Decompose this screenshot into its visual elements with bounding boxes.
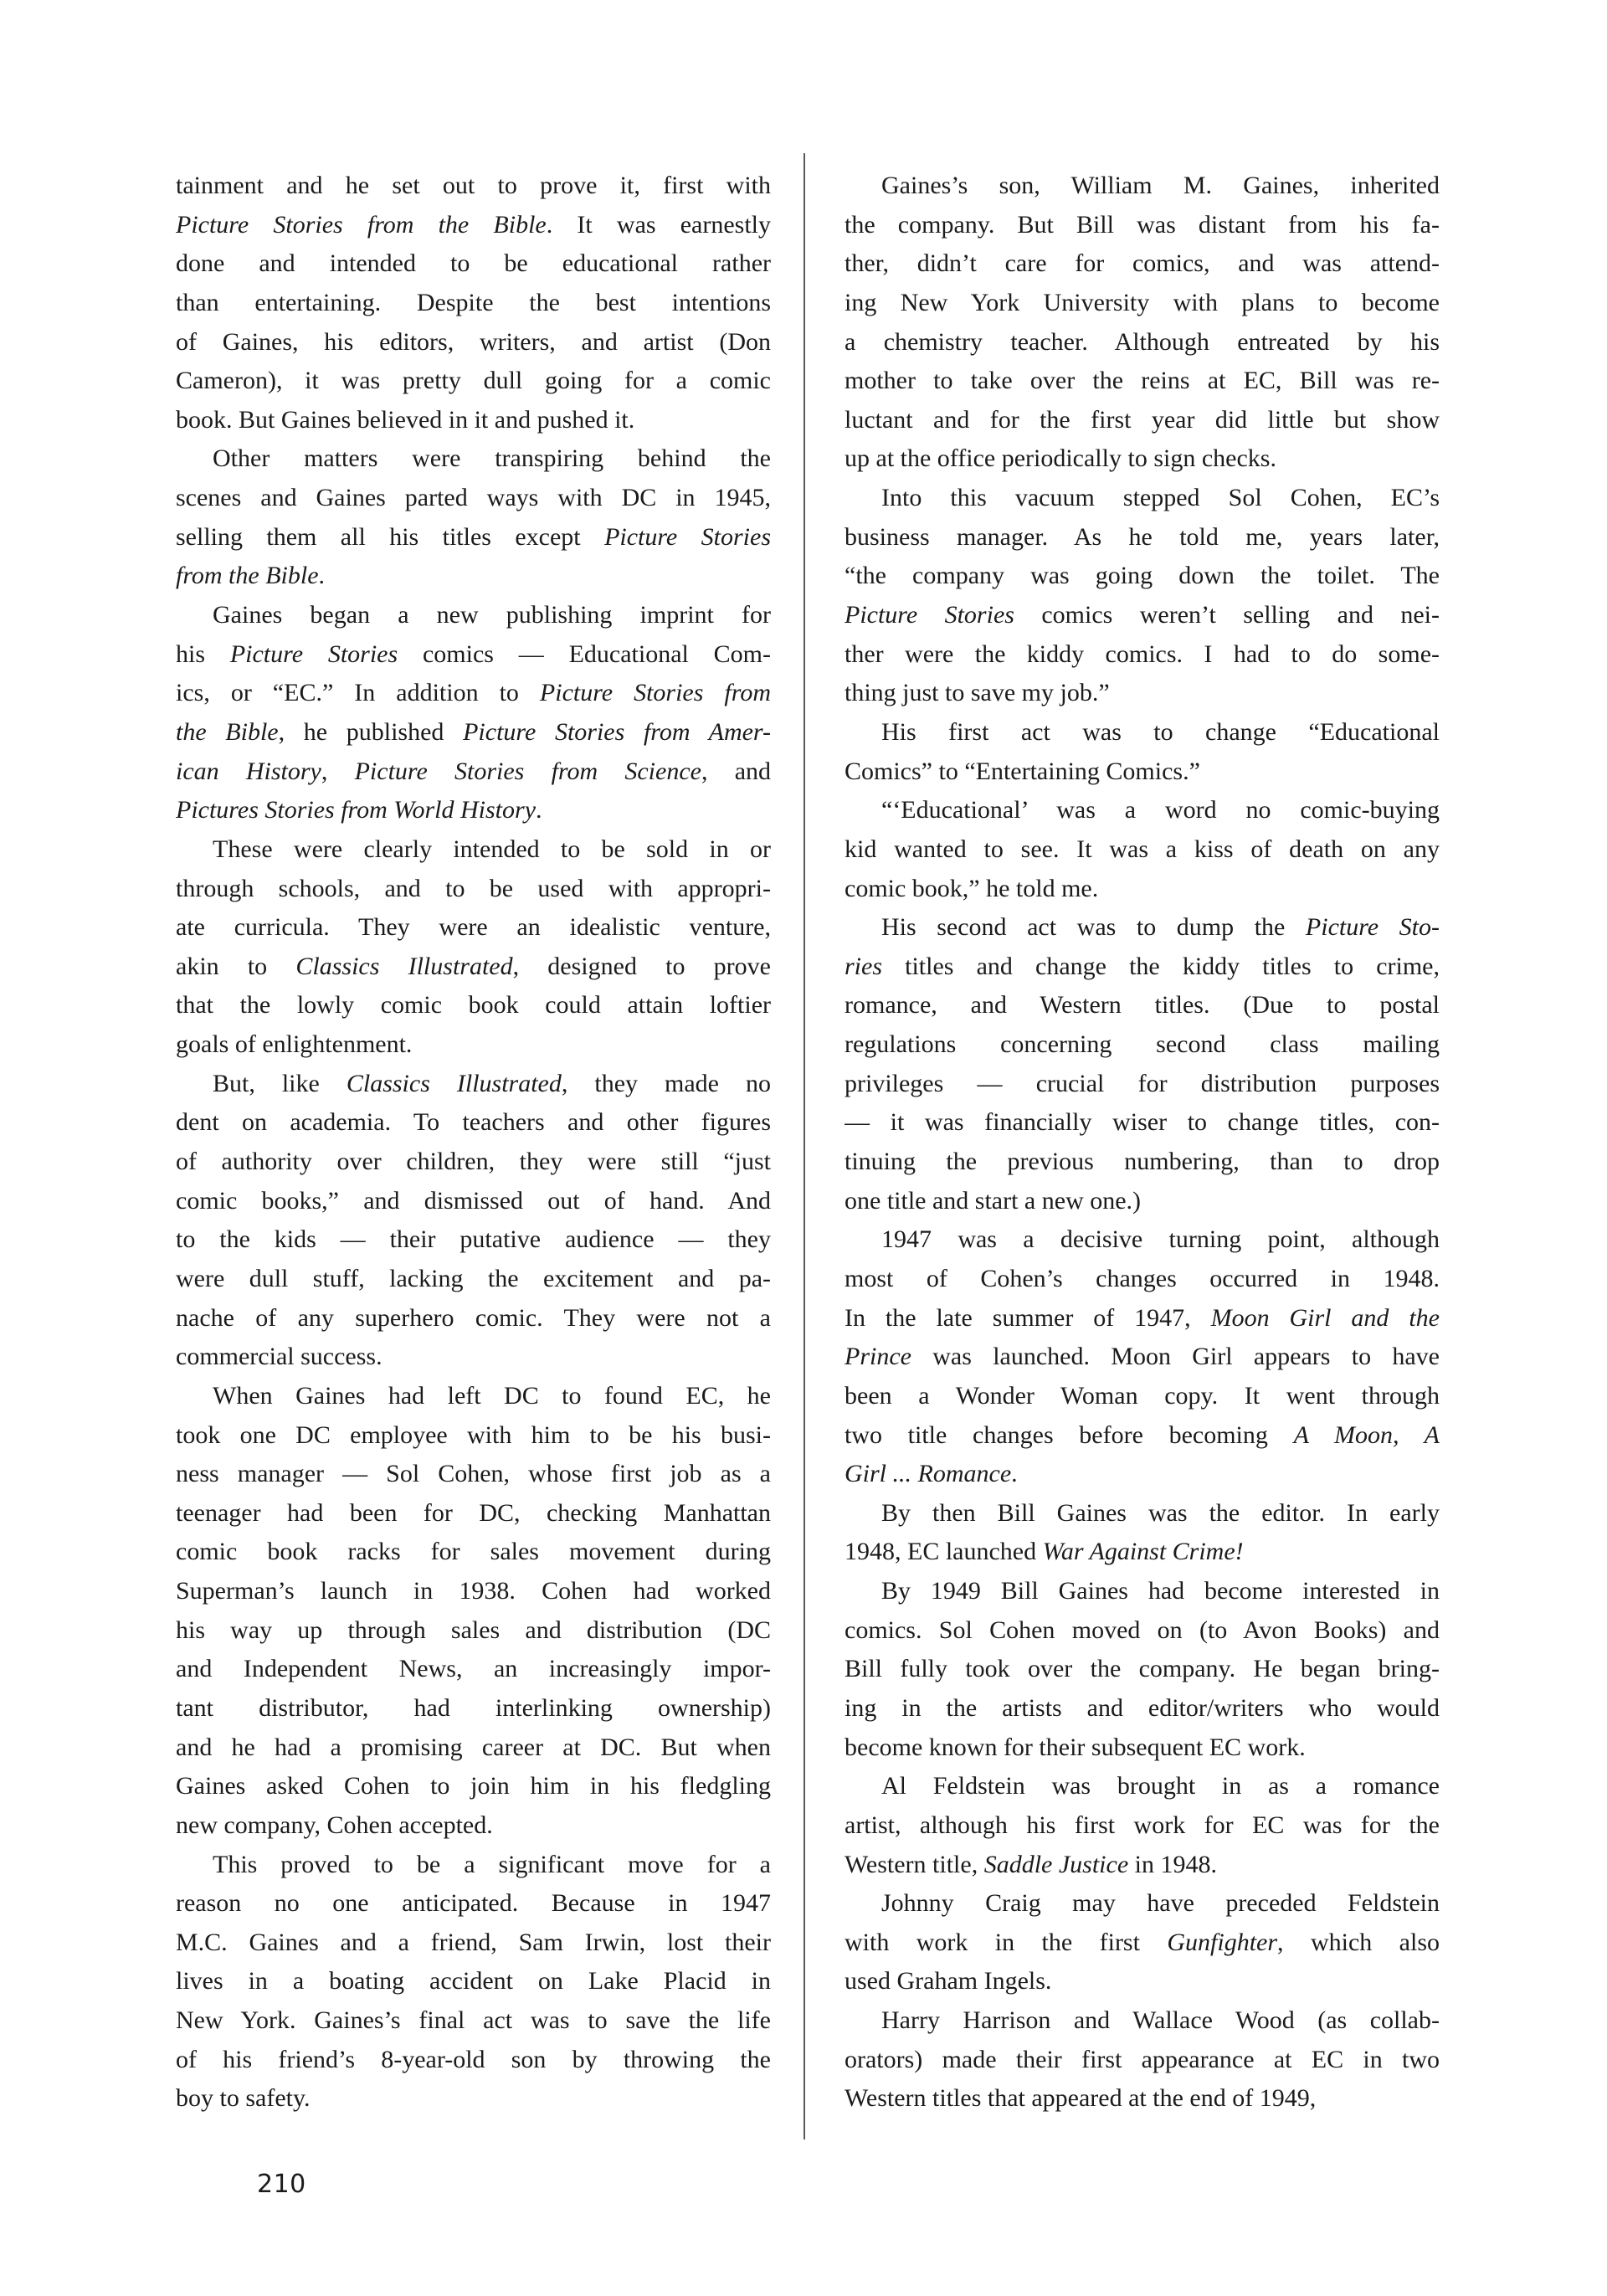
paragraph [845,1572,1440,1767]
text-line: comic book racks for sales movement during [176,1538,771,1566]
text-line: Picture Stories comics weren’t selling and nei- [845,601,1440,629]
text-line: Into this vacuum stepped Sol Cohen, EC’s [881,484,1440,512]
text-line: But, like Classics Illustrated, they made no [213,1069,771,1097]
text-line: Gaines began a new publishing imprint for [213,601,771,629]
paragraph [845,791,1440,908]
text-line: His first act was to change “Educational [881,717,1440,746]
text-line: tainment and he set out to prove it, first with [176,172,771,199]
text-line: business manager. As he told me, years later, [845,522,1440,551]
text-line: ther were the kiddy comics. I had to do some- [845,639,1440,668]
text-line: the company. But Bill was distant from his fa- [845,210,1440,239]
text-line: used Graham Ingels. [845,1967,1052,1996]
text-line: Johnny Craig may have preceded Feldstein [881,1889,1440,1918]
text-line: ican History, Picture Stories from Science, and [176,757,771,785]
text-line: been a Wonder Woman copy. It went through [845,1381,1440,1410]
text-line: took one DC employee with him to be his busi- [176,1420,771,1449]
text-line: of his friend’s 8-year-old son by throwing the [176,2045,771,2073]
text-line: his way up through sales and distribution (DC [176,1615,771,1644]
paragraph [176,1065,771,1377]
text-line: privileges — crucial for distribution purposes [845,1069,1440,1097]
text-line: artist, although his first work for EC was for the [845,1811,1440,1839]
page-number: 210 [257,2170,306,2199]
text-line: with work in the first Gunfighter, which also [845,1928,1440,1956]
text-line: Western title, Saddle Justice in 1948. [845,1850,1217,1878]
text-line: This proved to be a significant move for a [213,1850,771,1878]
text-line: nache of any superhero comic. They were not a [176,1303,771,1332]
text-line: Girl ... Romance. [845,1460,1018,1488]
text-line: thing just to save my job.” [845,679,1110,707]
text-line: his Picture Stories comics — Educational Com- [176,639,771,668]
text-line: a chemistry teacher. Although entreated by his [845,327,1440,356]
paragraph [176,439,771,596]
paragraph [845,1494,1440,1572]
text-line: become known for their subsequent EC work. [845,1733,1306,1761]
paragraph [176,596,771,830]
text-line: tinuing the previous numbering, than to drop [845,1148,1440,1176]
text-line: and he had a promising career at DC. But when [176,1733,771,1761]
paragraph [845,1767,1440,1884]
text-line: Comics” to “Entertaining Comics.” [845,757,1200,785]
text-line: commercial success. [176,1343,382,1371]
text-line: These were clearly intended to be sold in or [213,835,771,863]
text-line: kid wanted to see. It was a kiss of death on any [845,835,1440,863]
text-line: Bill fully took over the company. He began bring- [845,1655,1440,1683]
text-line: ate curricula. They were an idealistic venture, [176,913,771,942]
text-line: lives in a boating accident on Lake Placid in [176,1967,771,1996]
text-line: the Bible, he published Picture Stories from Amer- [176,717,771,746]
text-line: than entertaining. Despite the best intentions [176,288,771,316]
text-line: His second act was to dump the Picture Sto- [881,913,1440,942]
text-line: through schools, and to be used with appropri- [176,874,771,902]
paragraph [845,1220,1440,1493]
text-line: reason no one anticipated. Because in 1947 [176,1889,771,1918]
text-line: tant distributor, had interlinking ownership) [176,1693,771,1722]
text-line: ing in the artists and editor/writers who would [845,1693,1440,1722]
text-line: luctant and for the first year did little but show [845,405,1440,434]
text-line: ther, didn’t care for comics, and was attend- [845,249,1440,278]
text-line: Pictures Stories from World History. [176,796,542,824]
text-line: ness manager — Sol Cohen, whose first job as a [176,1460,771,1488]
text-line: teenager had been for DC, checking Manhattan [176,1498,771,1527]
text-line: Superman’s launch in 1938. Cohen had worked [176,1577,771,1605]
paragraph [845,167,1440,479]
paragraph [845,1884,1440,2001]
text-line: 1948, EC launched War Against Crime! [845,1538,1244,1566]
paragraph [845,713,1440,791]
text-line: comic books,” and dismissed out of hand. And [176,1186,771,1215]
text-line: boy to safety. [176,2084,311,2113]
text-line: that the lowly comic book could attain loftier [176,991,771,1020]
text-line: two title changes before becoming A Moon, A [845,1420,1440,1449]
text-line: 1947 was a decisive turning point, although [881,1225,1440,1254]
paragraph [176,1377,771,1846]
text-line: M.C. Gaines and a friend, Sam Irwin, lost their [176,1928,771,1956]
text-line: Cameron), it was pretty dull going for a comic [176,367,771,395]
text-line: Other matters were transpiring behind the [213,444,771,473]
text-line: “the company was going down the toilet. The [845,562,1440,590]
text-line: ing New York University with plans to become [845,288,1440,316]
text-line: “‘Educational’ was a word no comic-buying [881,796,1440,824]
paragraph [845,908,1440,1220]
text-line: Al Feldstein was brought in as a romance [881,1772,1440,1800]
text-line: Harry Harrison and Wallace Wood (as collab- [881,2006,1440,2035]
text-line: and Independent News, an increasingly impor- [176,1655,771,1683]
text-line: romance, and Western titles. (Due to postal [845,991,1440,1020]
text-column-right [845,167,1440,2119]
text-line: were dull stuff, lacking the excitement and pa- [176,1264,771,1292]
text-line: regulations concerning second class mailing [845,1030,1440,1059]
text-line: comic book,” he told me. [845,874,1099,902]
text-line: Gaines asked Cohen to join him in his fledgling [176,1772,771,1800]
text-line: up at the office periodically to sign checks. [845,444,1276,473]
text-line: selling them all his titles except Picture Stories [176,522,771,551]
text-line: Gaines’s son, William M. Gaines, inherited [881,172,1440,199]
text-line: By 1949 Bill Gaines had become interested in [881,1577,1440,1605]
text-line: comics. Sol Cohen moved on (to Avon Books) and [845,1615,1440,1644]
text-line: of authority over children, they were still “just [176,1148,771,1176]
text-line: When Gaines had left DC to found EC, he [213,1381,771,1410]
text-line: Western titles that appeared at the end of 1949, [845,2084,1317,2113]
text-line: New York. Gaines’s final act was to save the life [176,2006,771,2035]
text-line: book. But Gaines believed in it and pushed it. [176,405,635,434]
text-line: scenes and Gaines parted ways with DC in 1945, [176,484,771,512]
text-line: goals of enlightenment. [176,1030,413,1059]
text-line: of Gaines, his editors, writers, and artist (Don [176,327,771,356]
text-column-left [176,167,771,2119]
column-divider [804,153,805,2139]
text-line: ics, or “EC.” In addition to Picture Stories from [176,679,771,707]
text-line: mother to take over the reins at EC, Bill was re- [845,367,1440,395]
paragraph [176,830,771,1065]
text-line: one title and start a new one.) [845,1186,1142,1215]
paragraph [845,479,1440,713]
text-line: akin to Classics Illustrated, designed to prove [176,952,771,980]
text-line: new company, Cohen accepted. [176,1811,493,1839]
text-line: to the kids — their putative audience — they [176,1225,771,1254]
paragraph [176,167,771,439]
text-line: most of Cohen’s changes occurred in 1948. [845,1264,1440,1292]
paragraph [176,1846,771,2119]
text-line: from the Bible. [176,562,326,590]
text-line: Picture Stories from the Bible. It was earnestly [176,210,771,239]
text-line: — it was financially wiser to change titles, con- [845,1108,1440,1137]
text-line: Prince was launched. Moon Girl appears to have [845,1343,1440,1371]
text-line: done and intended to be educational rather [176,249,771,278]
paragraph [845,2001,1440,2119]
text-line: dent on academia. To teachers and other figures [176,1108,771,1137]
text-line: In the late summer of 1947, Moon Girl and the [845,1303,1440,1332]
text-line: ries titles and change the kiddy titles to crime, [845,952,1440,980]
text-line: orators) made their first appearance at EC in two [845,2045,1440,2073]
text-line: By then Bill Gaines was the editor. In early [881,1498,1440,1527]
